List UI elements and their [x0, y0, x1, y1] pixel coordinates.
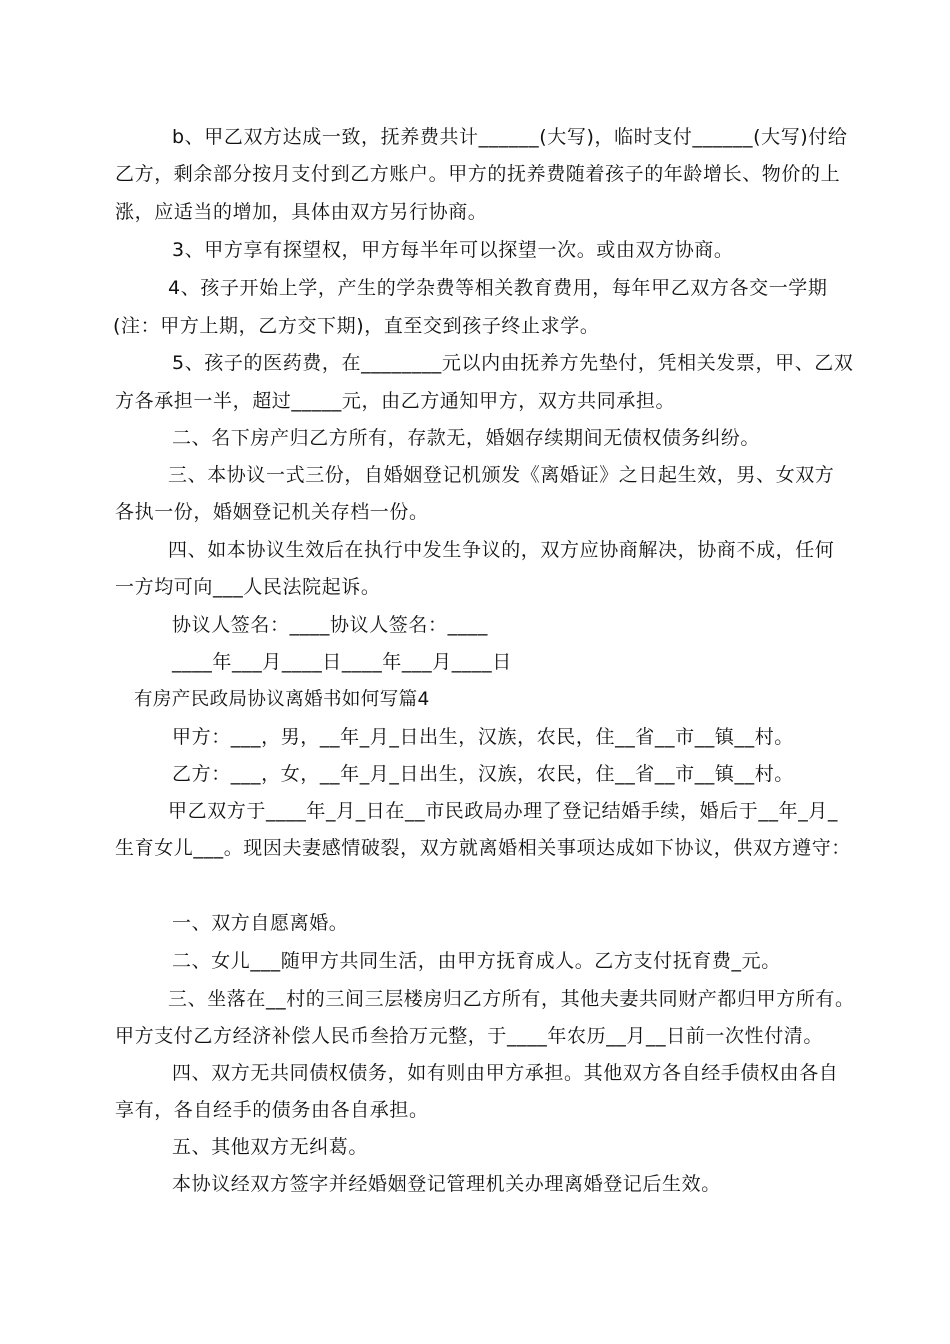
text-line: 生育女儿___。现因夫妻感情破裂，双方就离婚相关事项达成如下协议，供双方遵守： — [115, 837, 851, 859]
text-line: 甲方支付乙方经济补偿人民币叁拾万元整，于____年农历__月__日前一次性付清。 — [115, 1025, 824, 1047]
text-line: 四、双方无共同债权债务，如有则由甲方承担。其他双方各自经手债权由各自 — [172, 1062, 839, 1084]
text-line: 一、双方自愿离婚。 — [172, 912, 349, 934]
text-line: b、甲乙双方达成一致，抚养费共计______(大写)，临时支付______(大写)付给 — [172, 126, 848, 148]
text-line: 4、孩子开始上学，产生的学杂费等相关教育费用，每年甲乙双方各交一学期 — [168, 277, 828, 299]
text-line: 四、如本协议生效后在执行中发生争议的，双方应协商解决，协商不成，任何 — [168, 539, 835, 561]
text-line: ____年___月____日____年___月____日 — [172, 651, 512, 673]
text-line: 三、坐落在__村的三间三层楼房归乙方所有，其他夫妻共同财产都归甲方所有。 — [168, 988, 855, 1010]
text-line: 三、本协议一式三份，自婚姻登记机颁发《离婚证》之日起生效，男、女双方 — [168, 464, 835, 486]
text-line: 方各承担一半，超过_____元，由乙方通知甲方，双方共同承担。 — [115, 390, 676, 412]
text-line: 各执一份，婚姻登记机关存档一份。 — [115, 501, 429, 523]
text-line: 二、名下房产归乙方所有，存款无，婚姻存续期间无债权债务纠纷。 — [172, 427, 761, 449]
text-line: 协议人签名：____协议人签名：____ — [172, 614, 489, 636]
text-line: 一方均可向___人民法院起诉。 — [115, 576, 381, 598]
text-line: 5、孩子的医药费，在________元以内由抚养方先垫付，凭相关发票，甲、乙双 — [172, 352, 854, 374]
text-line: 享有，各自经手的债务由各自承担。 — [115, 1099, 429, 1121]
text-line: (注：甲方上期，乙方交下期)，直至交到孩子终止求学。 — [113, 315, 600, 337]
text-line: 3、甲方享有探望权，甲方每半年可以探望一次。或由双方协商。 — [172, 239, 734, 261]
section-title: 有房产民政局协议离婚书如何写篇4 — [134, 689, 430, 710]
text-line: 涨，应适当的增加，具体由双方另行协商。 — [115, 201, 488, 223]
text-line: 五、其他双方无纠葛。 — [172, 1136, 369, 1158]
text-line: 乙方：___，女，__年_月_日出生，汉族，农民，住__省__市__镇__村。 — [172, 763, 794, 785]
text-line: 本协议经双方签字并经婚姻登记管理机关办理离婚登记后生效。 — [172, 1173, 721, 1195]
text-line: 甲乙双方于____年_月_日在__市民政局办理了登记结婚手续，婚后于__年_月_ — [168, 800, 839, 822]
text-line: 甲方：___，男，__年_月_日出生，汉族，农民，住__省__市__镇__村。 — [172, 726, 794, 748]
text-line: 二、女儿___随甲方共同生活，由甲方抚育成人。乙方支付抚育费_元。 — [172, 950, 781, 972]
text-line: 乙方，剩余部分按月支付到乙方账户。甲方的抚养费随着孩子的年龄增长、物价的上 — [115, 163, 841, 185]
